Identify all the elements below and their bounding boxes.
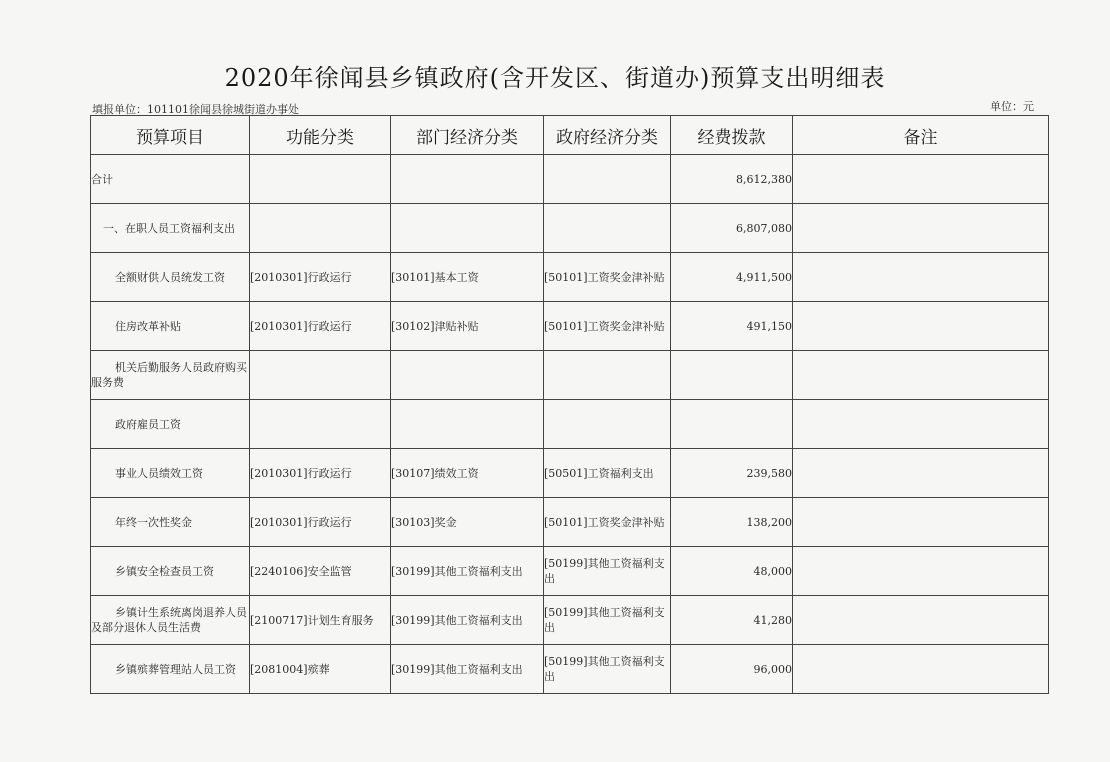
header-budget-item: 预算项目: [91, 116, 250, 155]
cell-item: [91, 351, 250, 400]
cell-item: 年终一次性奖金: [91, 498, 250, 547]
cell-gov: [544, 351, 671, 400]
cell-amount: 96,000: [671, 645, 793, 694]
cell-amount: 239,580: [671, 449, 793, 498]
cell-note: [793, 253, 1049, 302]
cell-note: [793, 449, 1049, 498]
cell-note: [793, 155, 1049, 204]
header-funding: 经费拨款: [671, 116, 793, 155]
cell-amount: 4,911,500: [671, 253, 793, 302]
currency-unit-label: 单位：元: [990, 100, 1034, 113]
table-row: [91, 302, 1049, 351]
table-row: [91, 204, 1049, 253]
cell-dept: [30107]绩效工资: [391, 449, 544, 498]
table-row: [91, 547, 1049, 596]
cell-gov: [50101]工资奖金津补贴: [544, 302, 671, 351]
cell-dept: [30102]津贴补贴: [391, 302, 544, 351]
cell-dept: [391, 155, 544, 204]
header-remarks: 备注: [793, 116, 1049, 155]
table-header-row: [91, 116, 1049, 155]
table-row: [91, 253, 1049, 302]
cell-gov: [544, 204, 671, 253]
cell-note: [793, 645, 1049, 694]
header-function-class: 功能分类: [250, 116, 391, 155]
cell-function: [2100717]计划生育服务: [250, 596, 391, 645]
cell-item: 一、在职人员工资福利支出: [91, 204, 250, 253]
cell-item: 政府雇员工资: [91, 400, 250, 449]
cell-item: 住房改革补贴: [91, 302, 250, 351]
cell-gov: [50101]工资奖金津补贴: [544, 253, 671, 302]
cell-function: [250, 204, 391, 253]
cell-item: 乡镇安全检查员工资: [91, 547, 250, 596]
table-row: [91, 596, 1049, 645]
cell-amount: 6,807,080: [671, 204, 793, 253]
cell-gov: [50199]其他工资福利支出: [544, 596, 671, 645]
page-title: 2020年徐闻县乡镇政府(含开发区、街道办)预算支出明细表: [224, 64, 886, 92]
cell-item-text: 乡镇计生系统离岗退养人员及部分退休人员生活费: [91, 606, 247, 634]
cell-gov: [544, 155, 671, 204]
cell-dept: [30101]基本工资: [391, 253, 544, 302]
cell-function: [2240106]安全监管: [250, 547, 391, 596]
cell-dept: [30199]其他工资福利支出: [391, 547, 544, 596]
cell-function: [250, 400, 391, 449]
cell-dept: [30199]其他工资福利支出: [391, 645, 544, 694]
cell-amount: 41,280: [671, 596, 793, 645]
cell-item: 全额财供人员统发工资: [91, 253, 250, 302]
cell-item: 事业人员绩效工资: [91, 449, 250, 498]
cell-function: [2081004]殡葬: [250, 645, 391, 694]
header-gov-econ-class: 政府经济分类: [544, 116, 671, 155]
cell-function: [250, 155, 391, 204]
cell-gov: [50501]工资福利支出: [544, 449, 671, 498]
cell-gov: [50199]其他工资福利支出: [544, 547, 671, 596]
cell-function: [250, 351, 391, 400]
cell-amount: 491,150: [671, 302, 793, 351]
cell-function: [2010301]行政运行: [250, 253, 391, 302]
cell-function: [2010301]行政运行: [250, 449, 391, 498]
cell-amount: 138,200: [671, 498, 793, 547]
cell-dept: [30199]其他工资福利支出: [391, 596, 544, 645]
cell-note: [793, 302, 1049, 351]
cell-amount: [671, 400, 793, 449]
cell-item-text: 机关后勤服务人员政府购买服务费: [91, 361, 247, 389]
cell-note: [793, 351, 1049, 400]
cell-gov: [50199]其他工资福利支出: [544, 645, 671, 694]
cell-amount: [671, 351, 793, 400]
cell-amount: 8,612,380: [671, 155, 793, 204]
cell-dept: [30103]奖金: [391, 498, 544, 547]
cell-item: [91, 596, 250, 645]
cell-dept: [391, 204, 544, 253]
table-row: [91, 498, 1049, 547]
cell-item: 乡镇殡葬管理站人员工资: [91, 645, 250, 694]
cell-function: [2010301]行政运行: [250, 302, 391, 351]
cell-gov: [544, 400, 671, 449]
header-dept-econ-class: 部门经济分类: [391, 116, 544, 155]
cell-item: 合计: [91, 155, 250, 204]
table-row: [91, 645, 1049, 694]
cell-note: [793, 547, 1049, 596]
table-row: [91, 400, 1049, 449]
cell-function: [2010301]行政运行: [250, 498, 391, 547]
cell-dept: [391, 400, 544, 449]
table-row: [91, 351, 1049, 400]
filing-unit-label: 填报单位：101101徐闻县徐城街道办事处: [92, 103, 299, 116]
table-row: [91, 155, 1049, 204]
cell-note: [793, 204, 1049, 253]
budget-table: [90, 115, 1049, 694]
cell-note: [793, 400, 1049, 449]
cell-dept: [391, 351, 544, 400]
cell-note: [793, 498, 1049, 547]
cell-gov: [50101]工资奖金津补贴: [544, 498, 671, 547]
cell-amount: 48,000: [671, 547, 793, 596]
table-row: [91, 449, 1049, 498]
cell-note: [793, 596, 1049, 645]
